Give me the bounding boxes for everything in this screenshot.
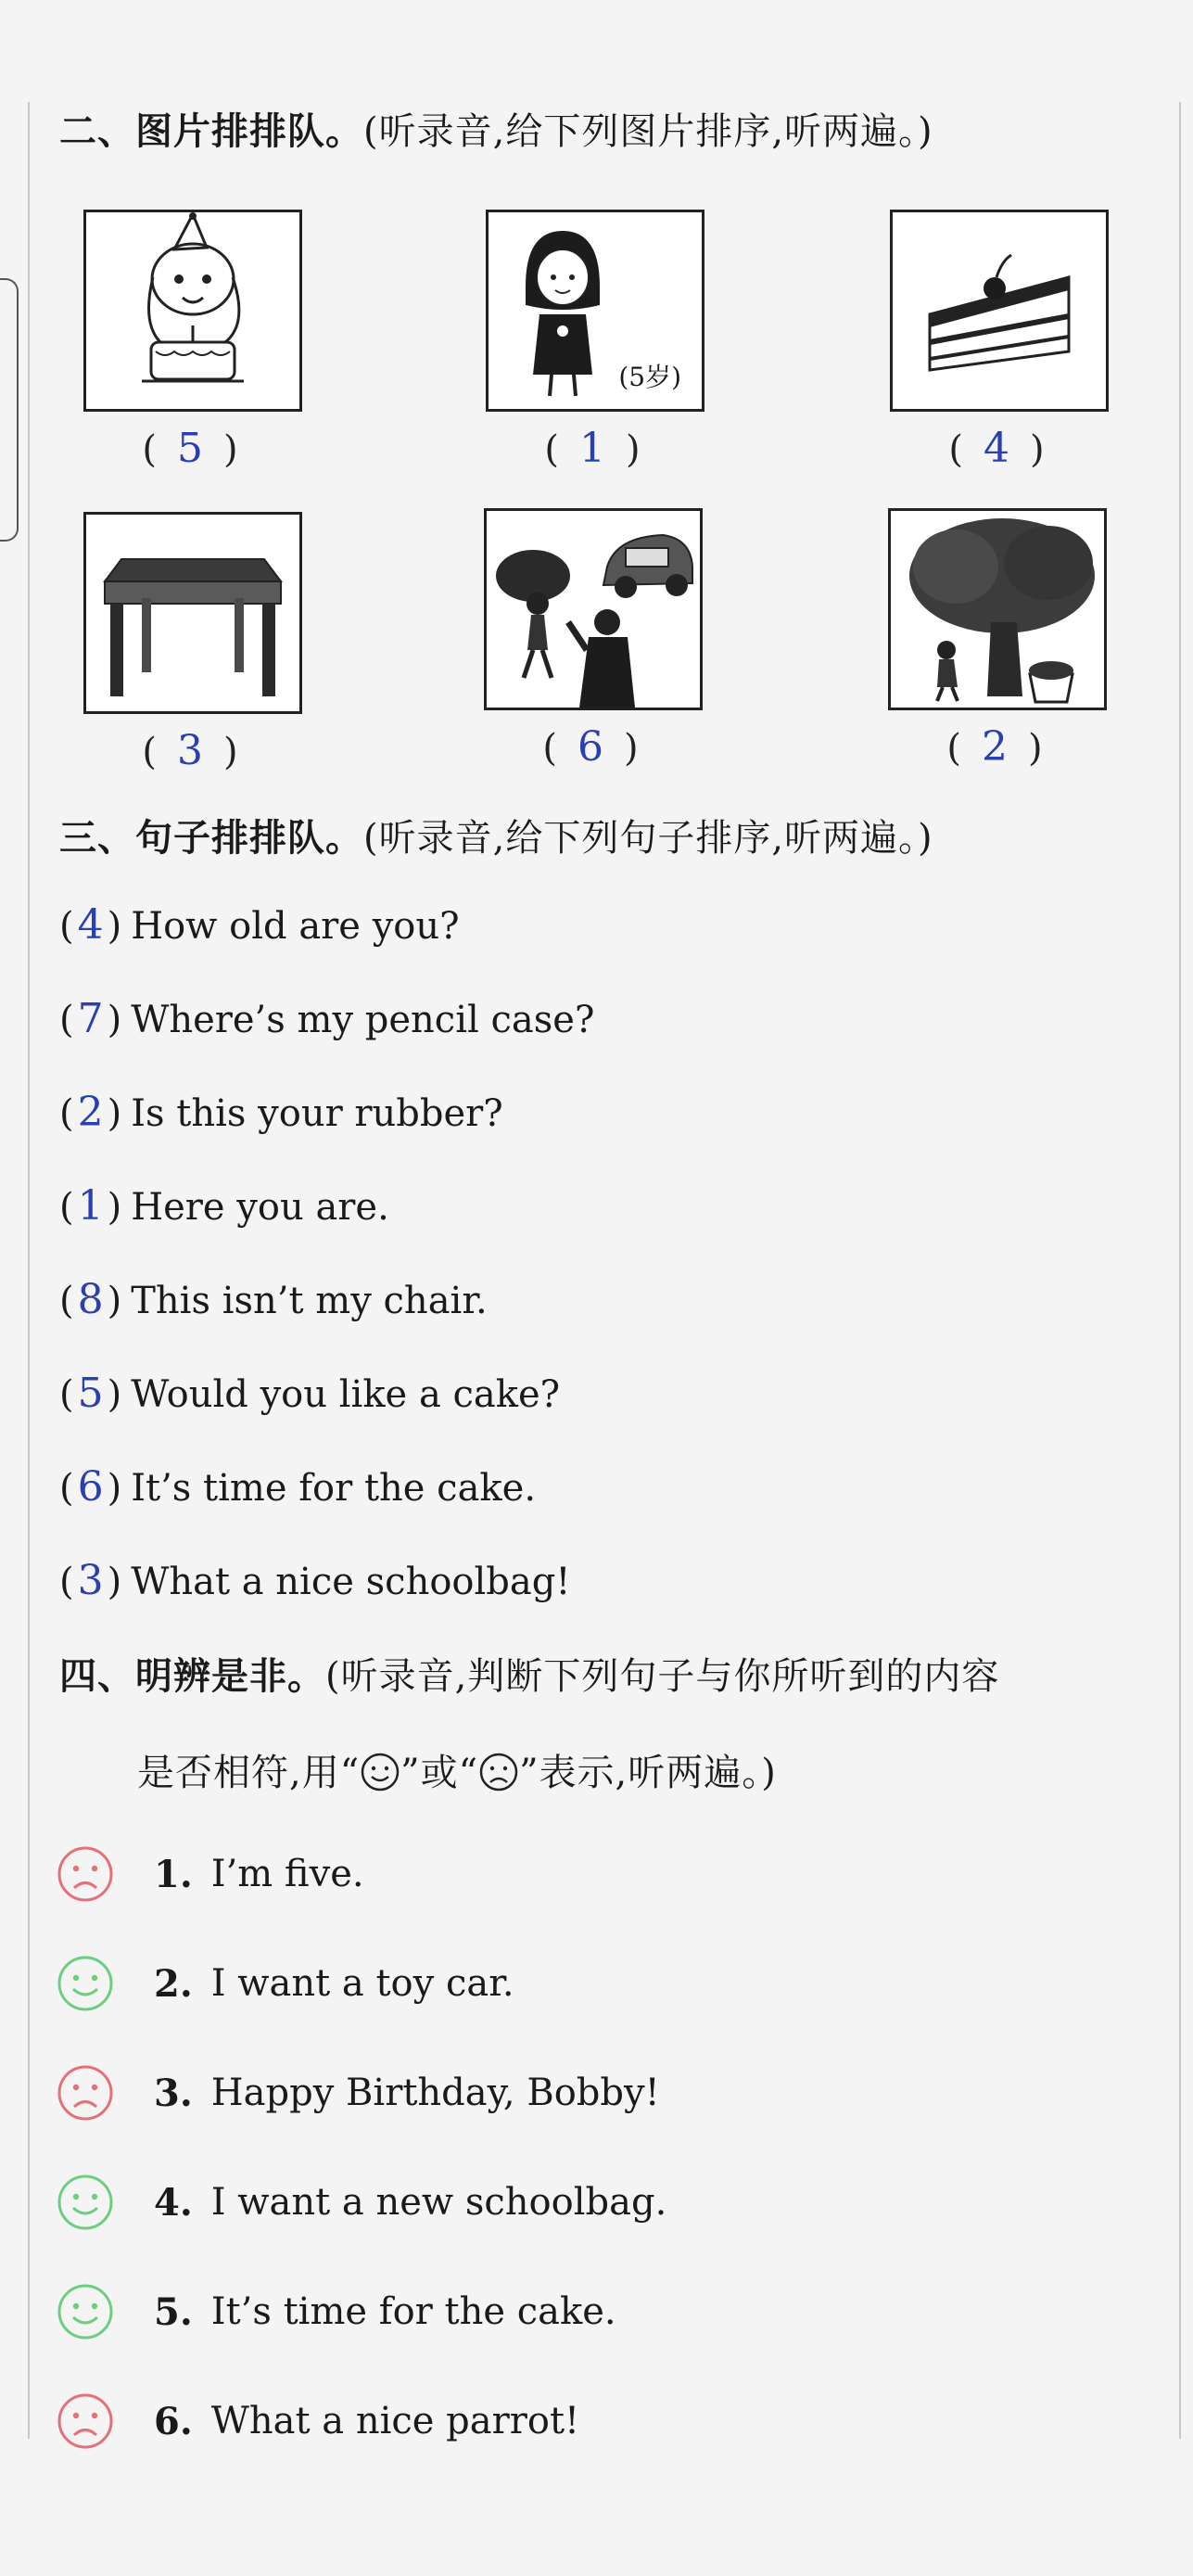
paren-open: ( [542, 727, 557, 770]
picture-answer-5: 6 [577, 723, 603, 771]
judgement-item [56, 2170, 666, 2235]
sentence-text: This isn’t my chair. [131, 1280, 488, 1322]
sentence-item: (2 ) Is this your rubber? [59, 1089, 503, 1136]
smile-face-icon [56, 2282, 115, 2341]
judgement-text: I want a new schoolbag. [210, 2181, 667, 2224]
judgement-item [56, 2060, 660, 2125]
judgement-text: I want a toy car. [210, 1962, 514, 2005]
sentence-answer: 2 [77, 1089, 104, 1136]
paren-close: ) [624, 727, 639, 770]
sentence-answer: 6 [77, 1463, 104, 1511]
sentence-text: How old are you? [131, 905, 460, 948]
sentence-item: (3 ) What a nice schoolbag! [59, 1557, 571, 1604]
sentence-item: (6 ) It’s time for the cake. [59, 1463, 537, 1511]
section4-title: 四、明辨是非。 [59, 1655, 325, 1698]
section4-instructions-line2: 是否相符,用“ ”或“ ”表示,听两遍。) [137, 1752, 777, 1794]
sentence-item: (4 ) How old are you? [59, 901, 460, 949]
section3-title: 三、句子排排队。 [59, 817, 363, 860]
picture-answer-6: 2 [982, 723, 1008, 771]
picture-item-1 [83, 210, 306, 472]
man-boy-car-icon [484, 508, 703, 710]
judgement-text: I’m five. [210, 1853, 364, 1895]
picture-item-2 [486, 210, 708, 472]
sentence-answer: 5 [77, 1370, 104, 1417]
sad-face-icon [56, 2063, 115, 2123]
sentence-answer: 1 [77, 1182, 104, 1230]
judgement-number: 3. [154, 2071, 193, 2115]
smile-face-icon [56, 2173, 115, 2232]
smile-face-icon [56, 1954, 115, 2013]
paren-open: ( [142, 428, 157, 471]
judgement-item [56, 2279, 616, 2344]
paren-close: ) [1028, 727, 1043, 770]
sentence-item: (7 ) Where’s my pencil case? [59, 995, 595, 1042]
sad-face-icon [56, 1844, 115, 1904]
sentence-answer: 3 [77, 1557, 104, 1604]
judgement-number: 5. [154, 2289, 193, 2334]
picture-item-6 [888, 508, 1111, 771]
judgement-item [56, 1842, 364, 1906]
desk-icon [83, 512, 302, 714]
judgement-number: 2. [154, 1961, 193, 2006]
section3-instructions: (听录音,给下列句子排序,听两遍。) [363, 817, 933, 860]
binding-tab [0, 278, 19, 542]
tree-boy-bucket-icon [888, 508, 1107, 710]
judgement-item [56, 1951, 514, 2016]
judgement-text: It’s time for the cake. [210, 2290, 616, 2333]
sentence-text: Would you like a cake? [131, 1373, 561, 1416]
picture-answer-4: 3 [177, 727, 203, 774]
sentence-item: (8 ) This isn’t my chair. [59, 1276, 488, 1323]
paren-open: ( [948, 428, 963, 471]
paren-open: ( [946, 727, 961, 770]
judgement-item [56, 2389, 579, 2454]
picture-item-4 [83, 512, 306, 774]
judgement-number: 6. [154, 2399, 193, 2443]
picture-answer-1: 5 [177, 425, 203, 472]
sad-face-icon [478, 1752, 519, 1792]
sentence-text: What a nice schoolbag! [131, 1561, 571, 1603]
sentence-text: Where’s my pencil case? [131, 999, 595, 1041]
picture-answer-2: 1 [579, 425, 605, 472]
picture-item-5 [484, 508, 706, 771]
judgement-number: 4. [154, 2180, 193, 2225]
judgement-number: 1. [154, 1852, 193, 1896]
sentence-answer: 4 [77, 901, 104, 949]
section4-heading [59, 1647, 999, 1700]
sentence-text: Is this your rubber? [131, 1092, 503, 1135]
sentence-text: It’s time for the cake. [131, 1467, 537, 1510]
picture-answer-3: 4 [984, 425, 1009, 472]
section2-title: 二、图片排排队。 [59, 110, 363, 153]
section2-heading [59, 102, 933, 155]
sentence-answer: 7 [77, 995, 104, 1042]
sentence-text: Here you are. [131, 1186, 389, 1229]
paren-close: ) [223, 731, 238, 773]
judgement-text: Happy Birthday, Bobby! [210, 2072, 660, 2114]
page-margin-line-right [1179, 102, 1181, 2439]
picture-item-3 [890, 210, 1112, 472]
judgement-text: What a nice parrot! [210, 2400, 580, 2442]
paren-close: ) [1030, 428, 1045, 471]
paren-open: ( [544, 428, 559, 471]
age-tag: (5岁) [618, 362, 681, 392]
paren-close: ) [626, 428, 641, 471]
cake-slice-icon [890, 210, 1109, 412]
birthday-girl-cake-icon [83, 210, 302, 412]
sentence-item: (5 ) Would you like a cake? [59, 1370, 561, 1417]
section3-heading [59, 809, 933, 861]
page-margin-line-left [28, 102, 30, 2439]
paren-open: ( [142, 731, 157, 773]
sentence-item: (1 ) Here you are. [59, 1182, 389, 1230]
section2-instructions: (听录音,给下列图片排序,听两遍。) [363, 110, 933, 153]
girl-five-years-icon [486, 210, 704, 412]
sad-face-icon [56, 2391, 115, 2451]
sentence-answer: 8 [77, 1276, 104, 1323]
smile-face-icon [360, 1752, 400, 1792]
paren-close: ) [223, 428, 238, 471]
section4-instructions-line1: (听录音,判断下列句子与你所听到的内容 [325, 1655, 1000, 1698]
